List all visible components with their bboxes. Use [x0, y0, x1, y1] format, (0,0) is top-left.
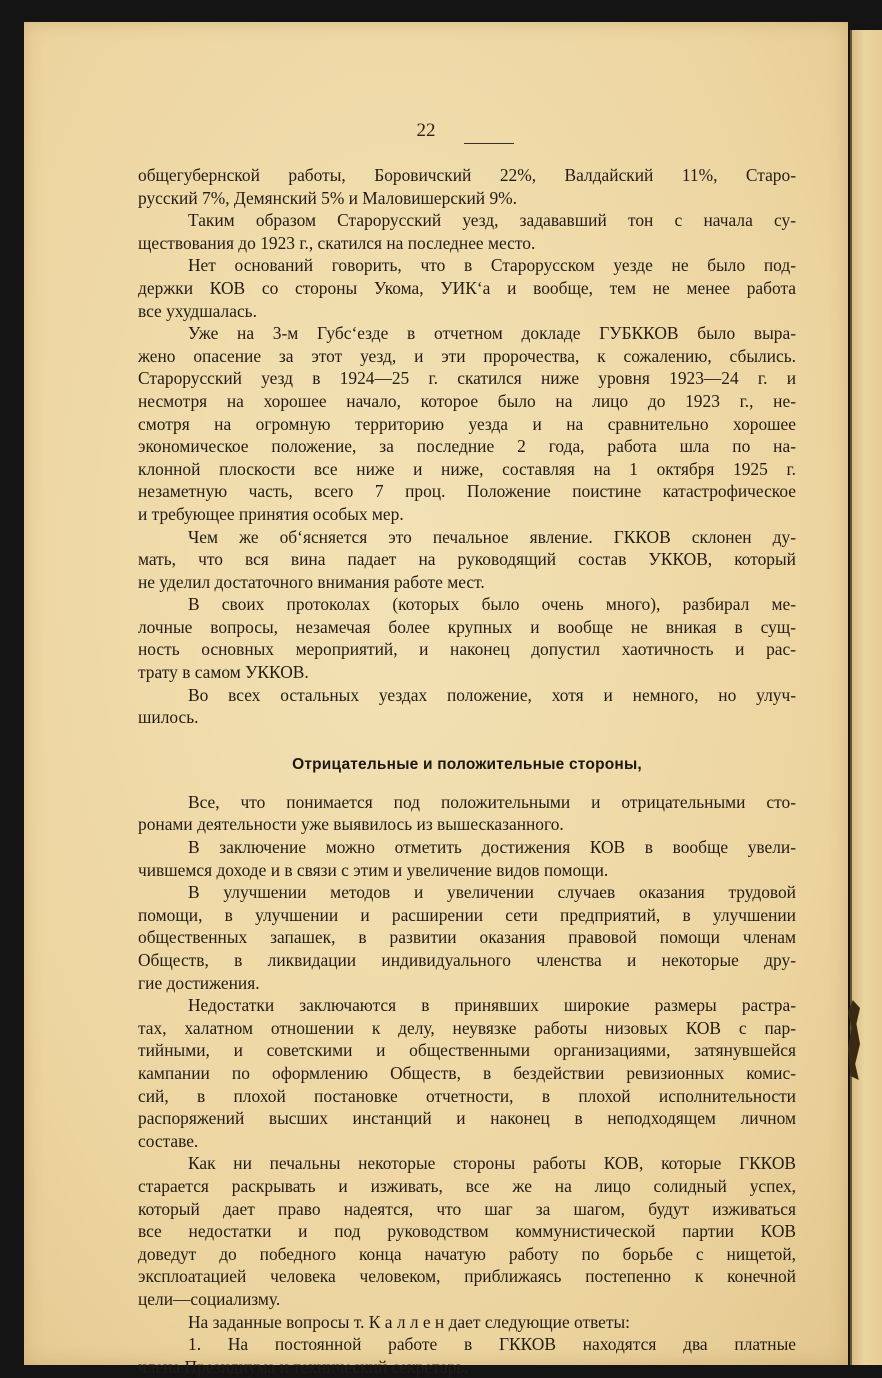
paragraph-line: не уделил достаточного внимания работе мест.: [138, 571, 485, 592]
paragraph-line: смотря на огромную территорию уезда и на сравнительно хорошее: [138, 413, 796, 434]
paragraph-line: общегубернской работы, Боровичский 22%, Валдайский 11%, Старо-: [138, 165, 796, 185]
paragraph-line: лочные вопросы, незамечая более крупных и вообще не вникая в сущ-: [138, 616, 796, 637]
paragraph-line: несмотря на хорошее начало, которое было на лицо до 1923 г., не-: [138, 390, 796, 411]
book-page: [24, 22, 848, 1377]
paragraph-line: Нет оснований говорить, что в Старорусском уезде не было под-: [188, 255, 796, 276]
paragraph-line: 1. На постоянной работе в ГККОВ находятся два платные: [188, 1334, 796, 1355]
paragraph-line: клонной плоскости все ниже и ниже, составляя на 1 октября 1925 г.: [138, 458, 796, 479]
paragraph-line: члена Президиума и технический секретарь.: [138, 1356, 469, 1377]
paragraph-line: Во всех остальных уездах положение, хотя и немного, но улуч-: [188, 684, 796, 705]
paragraph-line: экономическое положение, за последние 2 года, работа шла по на-: [138, 436, 796, 457]
paragraph-line: все недостатки и под руководством коммунистической партии КОВ: [138, 1221, 796, 1242]
paragraph-line: сий, в плохой постановке отчетности, в плохой исполнительности: [138, 1085, 796, 1106]
paragraph-line: помощи, в улучшении и расширении сети предприятий, в улучшении: [138, 904, 796, 925]
paragraph-line: Все, что понимается под положительными и отрицательными сто-: [188, 791, 796, 812]
paragraph-line: Уже на 3-м Губс‘езде в отчетном докладе ГУБККОВ было выра-: [188, 323, 796, 344]
page-body-text: [138, 164, 796, 1378]
paragraph-line: В улучшении методов и увеличении случаев оказания трудовой: [188, 882, 796, 903]
paragraph-line: Обществ, в ликвидации индивидуального членства и некоторые дру-: [138, 950, 796, 970]
page-number: 22: [416, 120, 436, 141]
paragraph-line: составе.: [138, 1130, 199, 1151]
paragraph-line: Чем же об‘ясняется это печальное явление. ГККОВ склонен ду-: [188, 526, 796, 547]
paragraph-line: и требующее принятия особых мер.: [138, 503, 404, 524]
paragraph-line: Старорусский уезд в 1924—25 г. скатился ниже уровня 1923—24 г. и: [138, 368, 796, 389]
paragraph-line: распоряжений высших инстанций и наконец в неподходящем личном: [138, 1108, 796, 1129]
paragraph-line: мать, что вся вина падает на руководящий состав УККОВ, который: [138, 549, 796, 570]
paragraph-line: ность основных мероприятий, и наконец допустил хаотичность и рас-: [138, 639, 796, 660]
paragraph-line: ронами деятельности уже выявилось из вышесказанного.: [138, 814, 564, 835]
paragraph-line: шилось.: [138, 707, 199, 728]
section-heading: Отрицательные и положительные стороны,: [292, 755, 642, 773]
paragraph-line: трату в самом УККОВ.: [138, 662, 309, 683]
paragraph-line: В своих протоколах (которых было очень много), разбирал ме-: [188, 594, 796, 615]
paragraph-line: тийными, и советскими и общественными организациями, затянувшейся: [138, 1040, 796, 1061]
paragraph-line: Недостатки заключаются в принявших широкие размеры растра-: [188, 995, 796, 1016]
paragraph-line: незаметную часть, всего 7 проц. Положение поистине катастрофическое: [138, 481, 796, 502]
paragraph-line: держки КОВ со стороны Укома, УИК‘а и вообще, тем не менее работа: [138, 277, 796, 298]
adjacent-page-edge: [850, 30, 882, 1365]
paragraph-line: чившемся доходе и в связи с этим и увеличение видов помощи.: [138, 859, 609, 880]
paragraph-line: гие достижения.: [138, 972, 260, 993]
paragraph-line: тах, халатном отношении к делу, неувязке работы низовых КОВ с пар-: [138, 1017, 796, 1038]
paragraph-line: цели—социализму.: [138, 1288, 281, 1309]
paragraph-line: который дает право надеятся, что шаг за шагом, будут изживаться: [138, 1198, 796, 1219]
paragraph-line: все ухудшалась.: [138, 300, 257, 321]
paragraph-line: жено опасение за этот уезд, и эти пророчества, к сожалению, сбылись.: [138, 345, 796, 366]
paragraph-line: Таким образом Старорусский уезд, задававший тон с начала су-: [188, 210, 796, 231]
paragraph-line: ществования до 1923 г., скатился на последнее место.: [138, 232, 536, 253]
page-number-underline: [464, 143, 514, 144]
paragraph-line: эксплоатацией человека человеком, приближаясь постепенно к конечной: [138, 1266, 796, 1287]
paragraph-line: В заключение можно отметить достижения КОВ в вообще увели-: [188, 837, 796, 858]
paragraph-line: На заданные вопросы т. К а л л е н дает следующие ответы:: [188, 1311, 631, 1332]
paragraph-line: старается раскрывать и изживать, все же на лицо солидный успех,: [138, 1175, 796, 1196]
paragraph-line: кампании по оформлению Обществ, в бездействии ревизионных комис-: [138, 1062, 796, 1083]
paragraph-line: Как ни печальны некоторые стороны работы КОВ, которые ГККОВ: [188, 1153, 796, 1174]
paragraph-line: доведут до победного конца начатую работу по борьбе с нищетой,: [138, 1243, 796, 1264]
paragraph-line: русский 7%, Демянский 5% и Маловишерский 9%.: [138, 187, 517, 208]
paragraph-line: общественных запашек, в развитии оказания правовой помощи членам: [138, 927, 796, 948]
